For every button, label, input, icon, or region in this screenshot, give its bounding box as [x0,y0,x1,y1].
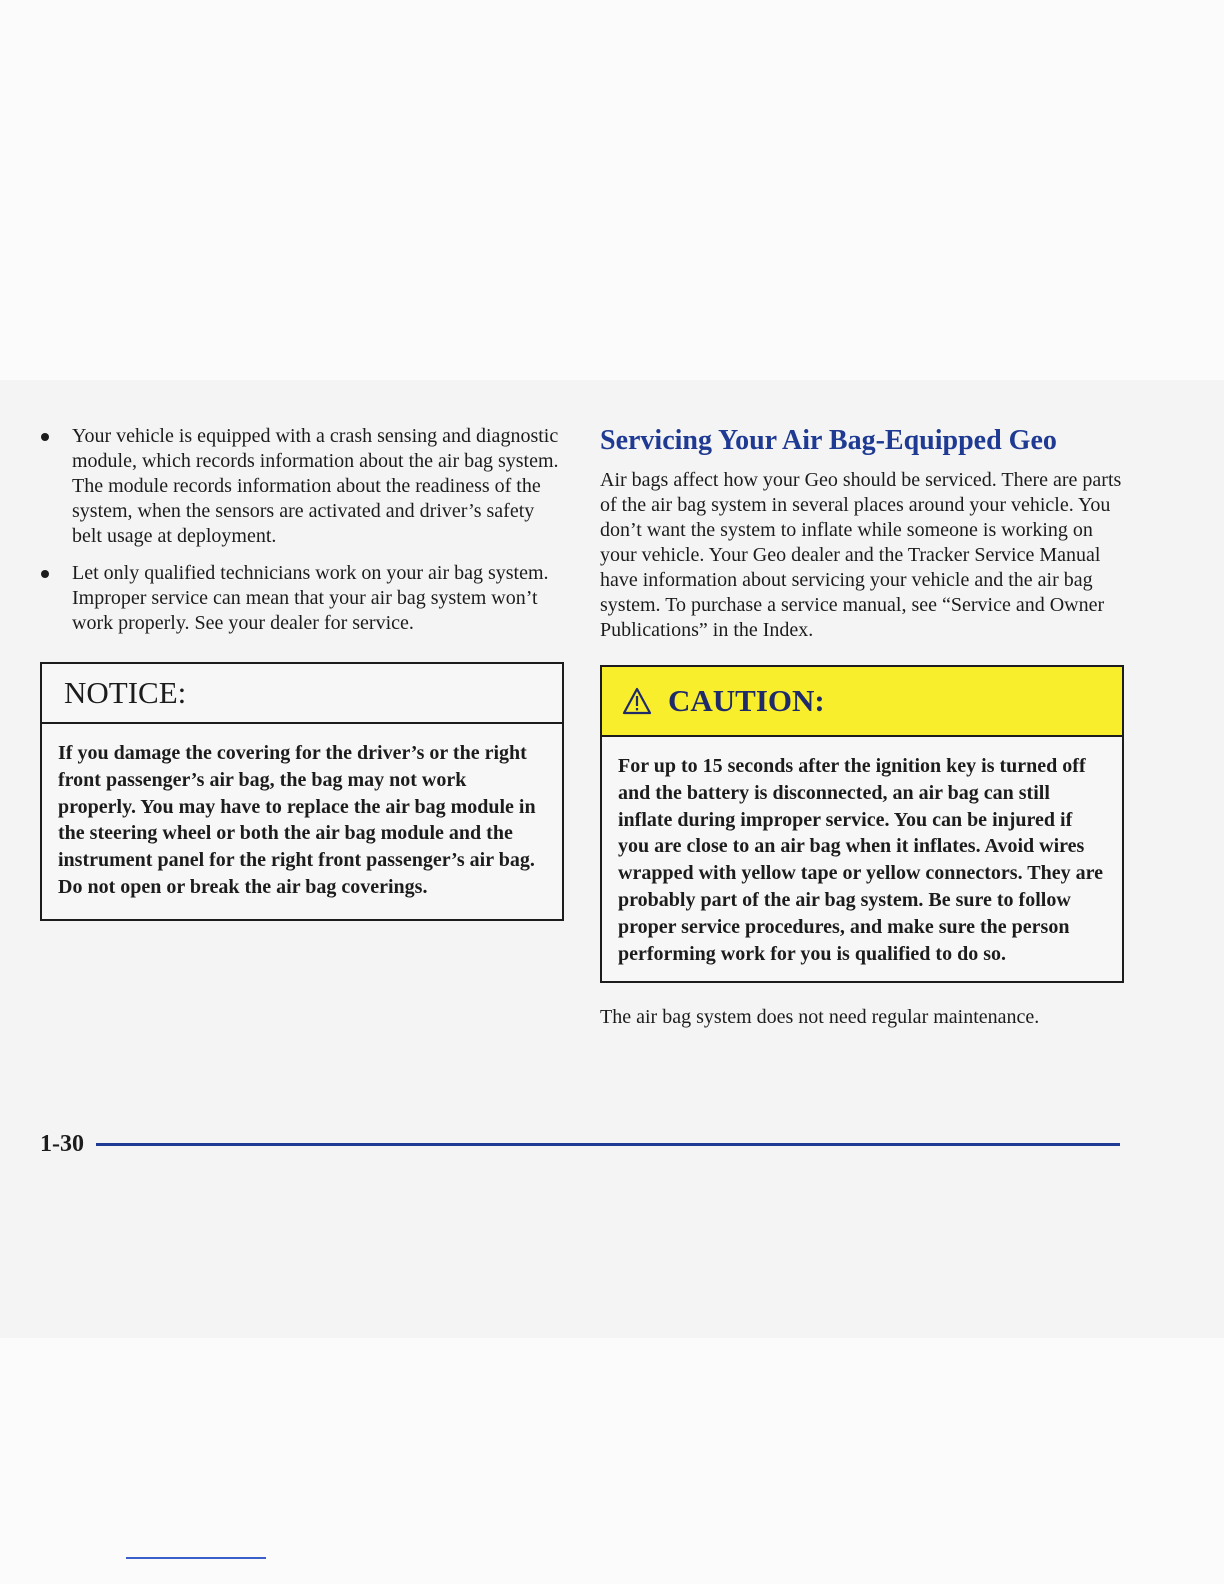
list-item [40,424,564,549]
section-title: Servicing Your Air Bag-Equipped Geo [600,425,1057,456]
bottom-divider [126,1557,266,1559]
notice-box [40,662,564,921]
left-column [40,424,564,921]
bullet-icon [41,433,49,441]
caution-heading: CAUTION: [668,683,825,718]
servicing-paragraph: Air bags affect how your Geo should be serviced. There are parts of the air bag system in several places around your vehicle. You don’t want the system to inflate while someone is working on your vehicle. Your Geo dealer and the Tracker Service Manual have information about servicing your vehicle and the air bag system. To purchase a service manual, see “Service and Owner Publications” in the Index. [600,469,1122,641]
notice-heading: NOTICE: [42,664,562,724]
list-item [40,561,564,636]
bullet-list [40,424,564,636]
bullet-text: Your vehicle is equipped with a crash sensing and diagnostic module, which records information about the air bag system. The module records information about the readiness of the system, when the sensors are activated and driver’s safety belt usage at deployment. [72,425,559,547]
bullet-text: Let only qualified technicians work on your air bag system. Improper service can mean that your air bag system won’t work properly. See your dealer for service. [72,562,549,634]
notice-text: If you damage the covering for the driver’s or the right front passenger’s air bag, the bag may not work properly. You may have to replace the air bag module in the steering wheel or both the air bag module and the instrument panel for the right front passenger’s air bag. Do not open or break the air bag coverings. [58,742,536,898]
page-number: 1-30 [40,1130,84,1157]
footer-rule [96,1143,1120,1146]
right-column [600,424,1124,1030]
caution-box [600,665,1124,983]
maintenance-note: The air bag system does not need regular maintenance. [600,1006,1040,1029]
warning-triangle-icon [622,687,652,715]
page-footer [40,1128,1120,1160]
caution-text: For up to 15 seconds after the ignition key is turned off and the battery is disconnected, an air bag can still inflate during improper service. You can be injured if you are close to an air bag when it inflates. Avoid wires wrapped with yellow tape or yellow connectors. They are probably part of the air bag system. Be sure to follow proper service procedures, and make sure the person performing work for you is qualified to do so. [618,755,1103,965]
bullet-icon [41,570,49,578]
caution-header [602,667,1122,737]
